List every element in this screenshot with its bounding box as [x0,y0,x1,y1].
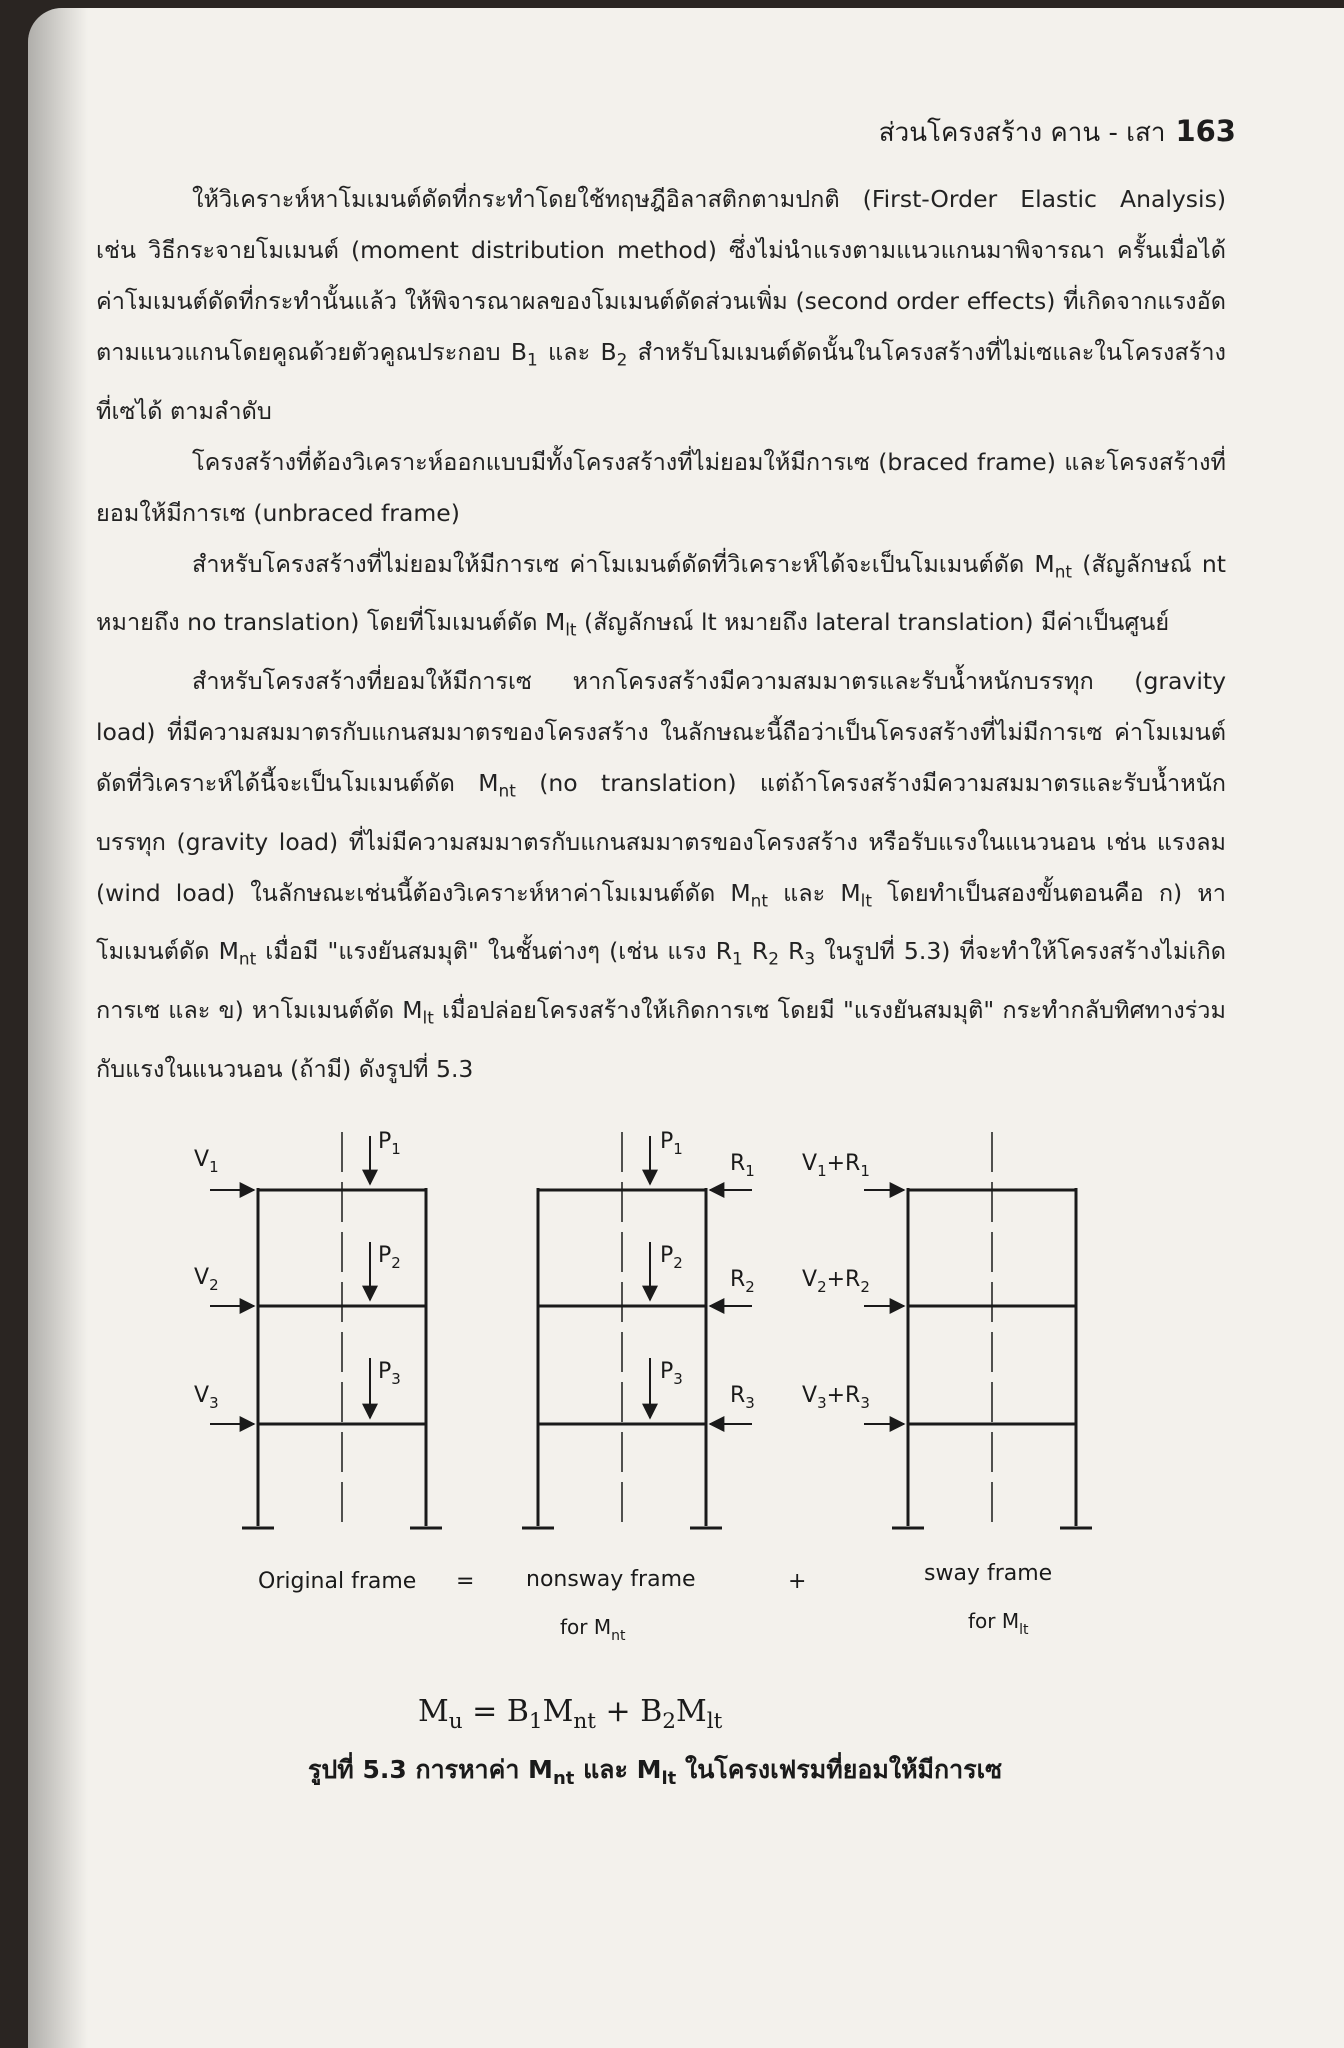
figure-caption: รูปที่ 5.3 การหาค่า $M_{nt}$ และ $M_{lt}$ ในโครงเฟรมที่ยอมให้มีการเซ [308,1755,1003,1789]
label-v2: $V_2$ [194,1265,219,1294]
sway-frame-label: sway frame [924,1561,1053,1586]
header-title: ส่วนโครงสร้าง คาน - เสา [878,118,1166,148]
label-p2: $P_2$ [378,1243,401,1272]
paragraph-3: สำหรับโครงสร้างที่ไม่ยอมให้มีการเซ ค่าโมเมนต์ดัดที่วิเคราะห์ได้จะเป็นโมเมนต์ดัด $M_{nt}$ (สัญลักษณ์ nt หมายถึง no translation) โดยที่โมเมนต์ดัด $M_{lt}$ (สัญลักษณ์ lt หมายถึง lateral translation) มีค่าเป็นศูนย์ [96,549,1226,641]
label-r2: $R_2$ [730,1267,755,1296]
plus-sign: + [788,1569,807,1594]
label-v3: $V_3$ [194,1383,219,1412]
body-text [96,174,1226,1095]
nonsway-frame-sublabel: for $M_{nt}$ [560,1615,626,1644]
equals-sign: = [456,1569,475,1594]
label-p3: $P_3$ [378,1359,401,1388]
page-number: 163 [1175,114,1236,148]
nonsway-frame-label: nonsway frame [526,1567,696,1592]
label-p1: $P_1$ [378,1129,401,1158]
label-p2-nonsway: $P_2$ [660,1243,683,1272]
label-r3: $R_3$ [730,1383,755,1412]
frame-diagram [148,1118,1128,1678]
label-p3-nonsway: $P_3$ [660,1359,683,1388]
nonsway-frame [522,1132,752,1528]
label-v1: $V_1$ [194,1147,219,1176]
figure-5-3 [148,1118,1128,1678]
page-binding-shadow [28,8,88,2048]
sway-frame-sublabel: for $M_{lt}$ [968,1609,1029,1638]
label-p1-nonsway: $P_1$ [660,1129,683,1158]
label-r1: $R_1$ [730,1151,755,1180]
paragraph-1: ให้วิเคราะห์หาโมเมนต์ดัดที่กระทำโดยใช้ทฤษฎีอิลาสติกตามปกติ (First-Order Elastic Analysis) เช่น วิธีกระจายโมเมนต์ (moment distribution method) ซึ่งไม่นำแรงตามแนวแกนมาพิจารณา ครั้นเมื่อได้ค่าโมเมนต์ดัดที่กระทำนั้นแล้ว ให้พิจารณาผลของโมเมนต์ดัดส่วนเพิ่ม (second order effects) ที่เกิดจากแรงอัดตามแนวแกนโดยคูณด้วยตัวคูณประกอบ $B_1$ และ $B_2$ สำหรับโมเมนต์ดัดนั้นในโครงสร้างที่ไม่เซและในโครงสร้างที่เซได้ ตามลำดับ [96,185,1227,425]
original-frame [210,1132,442,1528]
paragraph-4: สำหรับโครงสร้างที่ยอมให้มีการเซ หากโครงสร้างมีความสมมาตรและรับน้ำหนักบรรทุก (gravity load) ที่มีความสมมาตรกับแกนสมมาตรของโครงสร้าง ในลักษณะนี้ถือว่าเป็นโครงสร้างที่ไม่มีการเซ ค่าโมเมนต์ดัดที่วิเคราะห์ได้นี้จะเป็นโมเมนต์ดัด $M_{nt}$ (no translation) แต่ถ้าโครงสร้างมีความสมมาตรและรับน้ำหนักบรรทุก (gravity load) ที่ไม่มีความสมมาตรกับแกนสมมาตรของโครงสร้าง หรือรับแรงในแนวนอน เช่น แรงลม (wind load) ในลักษณะเช่นนี้ต้องวิเคราะห์หาค่าโมเมนต์ดัด $M_{nt}$ และ $M_{lt}$ โดยทำเป็นสองขั้นตอนคือ ก) หาโมเมนต์ดัด $M_{nt}$ เมื่อมี "แรงยันสมมุติ" ในชั้นต่างๆ (เช่น แรง $R_1$ $R_2$ $R_3$ ในรูปที่ 5.3) ที่จะทำให้โครงสร้างไม่เกิดการเซ และ ข) หาโมเมนต์ดัด $M_{lt}$ เมื่อปล่อยโครงสร้างให้เกิดการเซ โดยมี "แรงยันสมมุติ" กระทำกลับทิศทางร่วมกับแรงในแนวนอน (ถ้ามี) ดังรูปที่ 5.3 [96,667,1226,1083]
moment-equation: $M_u = B_1M_{nt} + B_2M_{lt}$ [418,1694,723,1734]
running-header [879,112,1236,153]
sway-frame [864,1132,1092,1528]
label-v3r3: $V_3+R_3$ [802,1383,870,1412]
paragraph-2: โครงสร้างที่ต้องวิเคราะห์ออกแบบมีทั้งโครงสร้างที่ไม่ยอมให้มีการเซ (braced frame) และโครงสร้างที่ยอมให้มีการเซ (unbraced frame) [96,447,1226,527]
book-page [28,8,1344,2048]
label-v1r1: $V_1+R_1$ [802,1151,870,1180]
original-frame-label: Original frame [258,1569,417,1594]
label-v2r2: $V_2+R_2$ [802,1267,870,1296]
